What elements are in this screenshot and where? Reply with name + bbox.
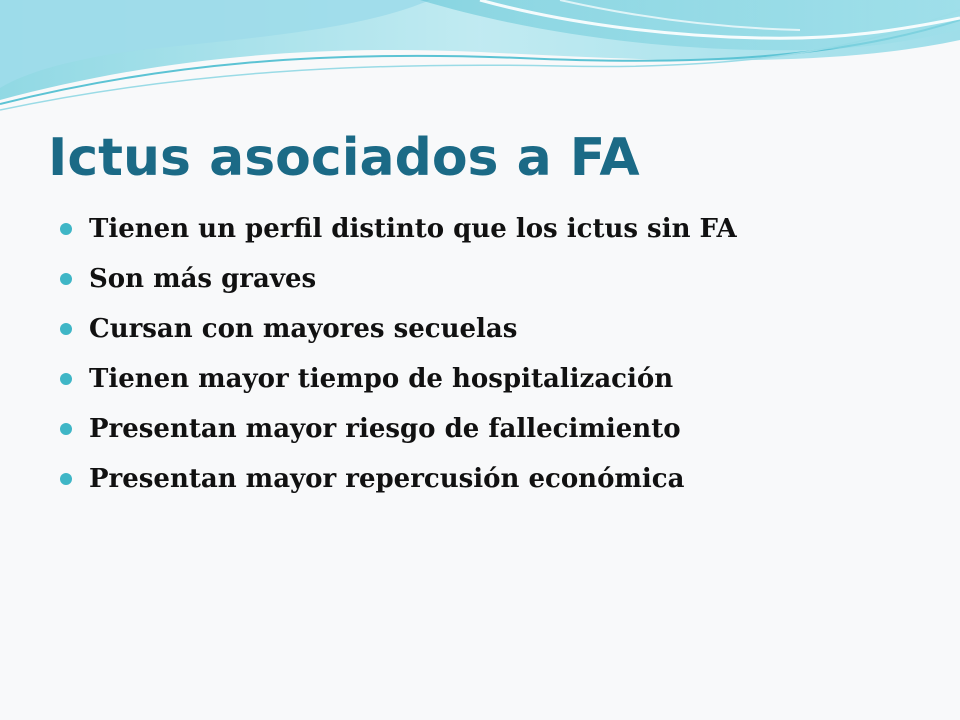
bullet-text: Tienen mayor tiempo de hospitalización (89, 364, 674, 394)
bullet-item (60, 204, 737, 254)
circle-bullet-icon (60, 423, 72, 435)
bullet-item (60, 354, 737, 404)
circle-bullet-icon (60, 223, 72, 235)
header-wave-decoration (0, 0, 960, 120)
bullet-list (60, 204, 737, 504)
bullet-item (60, 304, 737, 354)
bullet-text: Presentan mayor repercusión económica (89, 464, 685, 494)
circle-bullet-icon (60, 473, 72, 485)
bullet-text: Tienen un perfil distinto que los ictus sin FA (89, 214, 737, 244)
bullet-item (60, 454, 737, 504)
circle-bullet-icon (60, 373, 72, 385)
bullet-item (60, 404, 737, 454)
bullet-text: Cursan con mayores secuelas (89, 314, 518, 344)
bullet-text: Son más graves (89, 264, 317, 294)
circle-bullet-icon (60, 273, 72, 285)
bullet-item (60, 254, 737, 304)
circle-bullet-icon (60, 323, 72, 335)
bullet-text: Presentan mayor riesgo de fallecimiento (89, 414, 681, 444)
slide-title: Ictus asociados a FA (48, 128, 640, 188)
